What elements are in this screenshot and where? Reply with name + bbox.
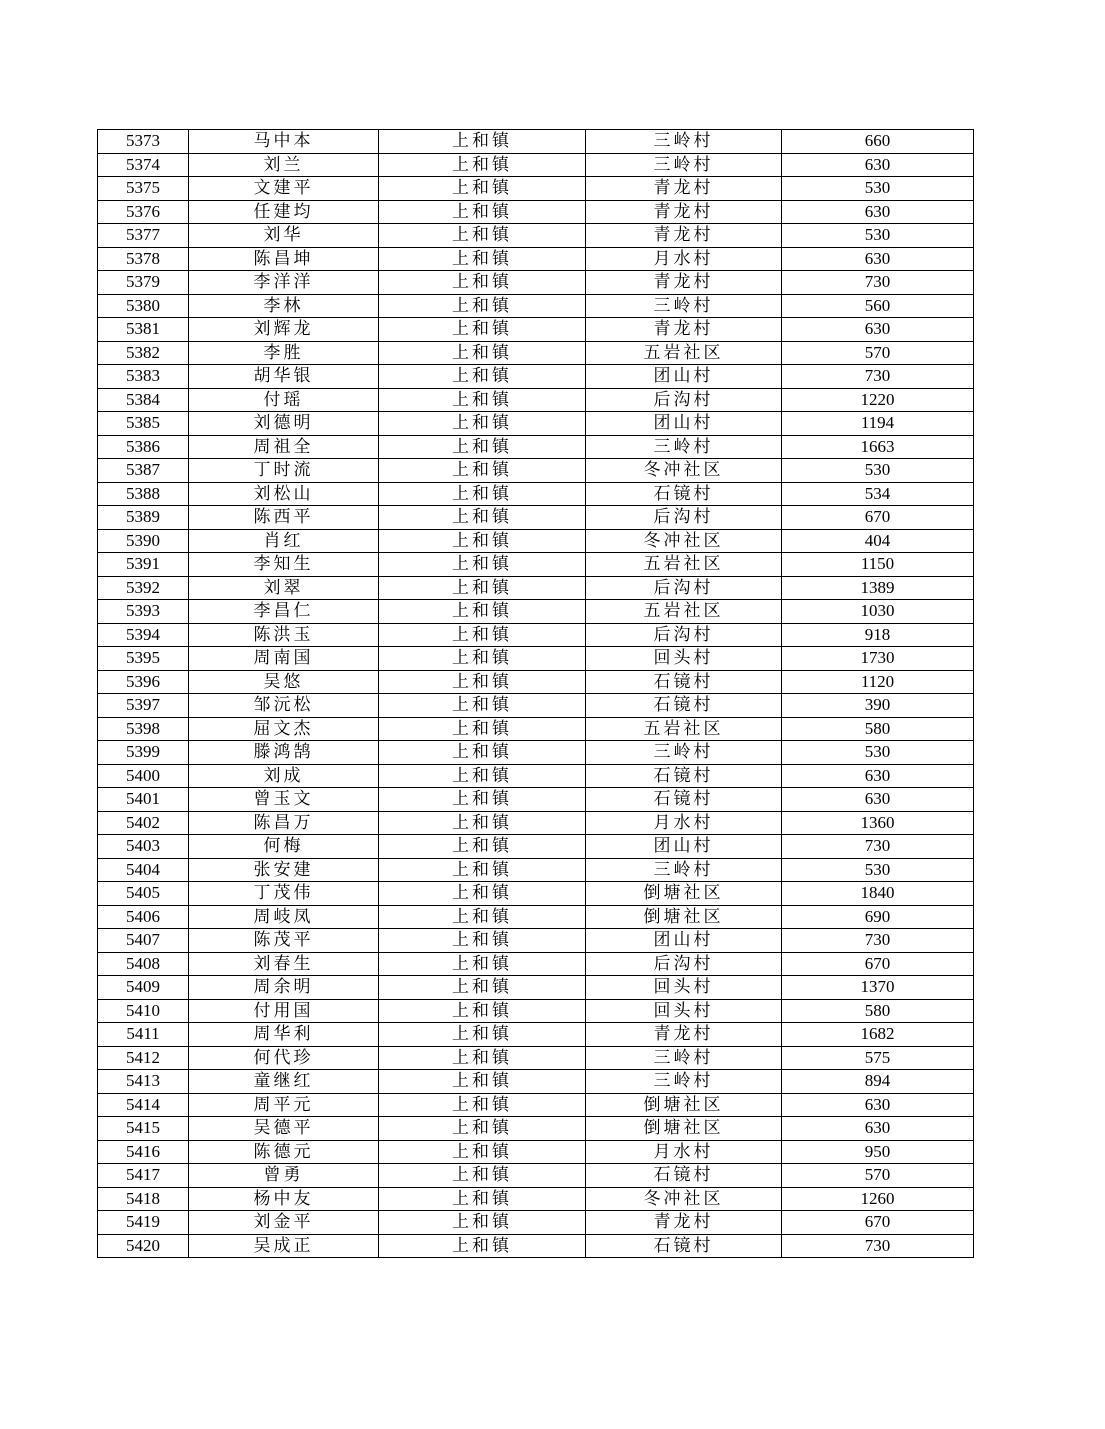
table-row (98, 365, 974, 389)
village-cell: 倒塘社区 (586, 882, 782, 906)
amount-cell: 575 (782, 1046, 974, 1070)
town-cell: 上和镇 (379, 576, 586, 600)
town-cell: 上和镇 (379, 294, 586, 318)
table-row (98, 647, 974, 671)
table-row (98, 200, 974, 224)
amount-cell: 1840 (782, 882, 974, 906)
name-cell: 刘春生 (189, 952, 379, 976)
name-cell: 周南国 (189, 647, 379, 671)
village-cell: 月水村 (586, 247, 782, 271)
village-cell: 石镜村 (586, 670, 782, 694)
seq-cell: 5400 (98, 764, 189, 788)
table-row (98, 506, 974, 530)
village-cell: 三岭村 (586, 153, 782, 177)
amount-cell: 730 (782, 271, 974, 295)
name-cell: 吴悠 (189, 670, 379, 694)
table-row (98, 271, 974, 295)
village-cell: 五岩社区 (586, 341, 782, 365)
name-cell: 刘德明 (189, 412, 379, 436)
seq-cell: 5390 (98, 529, 189, 553)
amount-cell: 1730 (782, 647, 974, 671)
seq-cell: 5416 (98, 1140, 189, 1164)
table-row (98, 1164, 974, 1188)
name-cell: 李昌仁 (189, 600, 379, 624)
seq-cell: 5379 (98, 271, 189, 295)
table-row (98, 576, 974, 600)
table-row (98, 952, 974, 976)
town-cell: 上和镇 (379, 976, 586, 1000)
seq-cell: 5413 (98, 1070, 189, 1094)
village-cell: 五岩社区 (586, 600, 782, 624)
table-row (98, 694, 974, 718)
town-cell: 上和镇 (379, 1164, 586, 1188)
name-cell: 任建均 (189, 200, 379, 224)
village-cell: 三岭村 (586, 1070, 782, 1094)
amount-cell: 630 (782, 764, 974, 788)
amount-cell: 630 (782, 1093, 974, 1117)
amount-cell: 630 (782, 247, 974, 271)
amount-cell: 390 (782, 694, 974, 718)
amount-cell: 580 (782, 999, 974, 1023)
name-cell: 周岐凤 (189, 905, 379, 929)
table-row (98, 553, 974, 577)
name-cell: 刘松山 (189, 482, 379, 506)
seq-cell: 5399 (98, 741, 189, 765)
town-cell: 上和镇 (379, 1140, 586, 1164)
seq-cell: 5398 (98, 717, 189, 741)
name-cell: 陈洪玉 (189, 623, 379, 647)
table-row (98, 858, 974, 882)
table-row (98, 1234, 974, 1258)
town-cell: 上和镇 (379, 858, 586, 882)
name-cell: 曾勇 (189, 1164, 379, 1188)
table-row (98, 999, 974, 1023)
town-cell: 上和镇 (379, 1187, 586, 1211)
town-cell: 上和镇 (379, 623, 586, 647)
table-row (98, 1023, 974, 1047)
name-cell: 丁时流 (189, 459, 379, 483)
name-cell: 刘成 (189, 764, 379, 788)
village-cell: 团山村 (586, 835, 782, 859)
name-cell: 李洋洋 (189, 271, 379, 295)
table-row (98, 294, 974, 318)
table-row (98, 529, 974, 553)
name-cell: 刘兰 (189, 153, 379, 177)
amount-cell: 1370 (782, 976, 974, 1000)
seq-cell: 5389 (98, 506, 189, 530)
seq-cell: 5376 (98, 200, 189, 224)
name-cell: 胡华银 (189, 365, 379, 389)
table-row (98, 224, 974, 248)
name-cell: 吴成正 (189, 1234, 379, 1258)
amount-cell: 1389 (782, 576, 974, 600)
name-cell: 刘翠 (189, 576, 379, 600)
town-cell: 上和镇 (379, 741, 586, 765)
village-cell: 月水村 (586, 1140, 782, 1164)
town-cell: 上和镇 (379, 365, 586, 389)
table-row (98, 764, 974, 788)
seq-cell: 5407 (98, 929, 189, 953)
table-row (98, 153, 974, 177)
town-cell: 上和镇 (379, 1211, 586, 1235)
amount-cell: 918 (782, 623, 974, 647)
seq-cell: 5387 (98, 459, 189, 483)
seq-cell: 5419 (98, 1211, 189, 1235)
town-cell: 上和镇 (379, 811, 586, 835)
name-cell: 文建平 (189, 177, 379, 201)
name-cell: 陈西平 (189, 506, 379, 530)
amount-cell: 630 (782, 200, 974, 224)
village-cell: 青龙村 (586, 1211, 782, 1235)
amount-cell: 730 (782, 1234, 974, 1258)
seq-cell: 5385 (98, 412, 189, 436)
amount-cell: 530 (782, 177, 974, 201)
table-row (98, 1187, 974, 1211)
table-row (98, 1211, 974, 1235)
table-row (98, 459, 974, 483)
town-cell: 上和镇 (379, 764, 586, 788)
amount-cell: 1030 (782, 600, 974, 624)
name-cell: 马中本 (189, 130, 379, 154)
name-cell: 陈茂平 (189, 929, 379, 953)
seq-cell: 5380 (98, 294, 189, 318)
roster-table (97, 129, 974, 1258)
town-cell: 上和镇 (379, 529, 586, 553)
town-cell: 上和镇 (379, 1093, 586, 1117)
amount-cell: 894 (782, 1070, 974, 1094)
table-row (98, 623, 974, 647)
table-row (98, 177, 974, 201)
town-cell: 上和镇 (379, 153, 586, 177)
table-row (98, 318, 974, 342)
town-cell: 上和镇 (379, 835, 586, 859)
seq-cell: 5392 (98, 576, 189, 600)
town-cell: 上和镇 (379, 130, 586, 154)
table-row (98, 882, 974, 906)
village-cell: 五岩社区 (586, 717, 782, 741)
seq-cell: 5412 (98, 1046, 189, 1070)
town-cell: 上和镇 (379, 200, 586, 224)
village-cell: 青龙村 (586, 271, 782, 295)
seq-cell: 5420 (98, 1234, 189, 1258)
amount-cell: 660 (782, 130, 974, 154)
table-row (98, 1070, 974, 1094)
village-cell: 后沟村 (586, 388, 782, 412)
village-cell: 石镜村 (586, 1234, 782, 1258)
table-row (98, 341, 974, 365)
amount-cell: 1220 (782, 388, 974, 412)
amount-cell: 730 (782, 835, 974, 859)
table-row (98, 1117, 974, 1141)
amount-cell: 1194 (782, 412, 974, 436)
roster-table-body (98, 130, 974, 1258)
village-cell: 团山村 (586, 929, 782, 953)
town-cell: 上和镇 (379, 1234, 586, 1258)
village-cell: 石镜村 (586, 1164, 782, 1188)
town-cell: 上和镇 (379, 952, 586, 976)
seq-cell: 5414 (98, 1093, 189, 1117)
table-row (98, 600, 974, 624)
name-cell: 刘辉龙 (189, 318, 379, 342)
amount-cell: 670 (782, 506, 974, 530)
town-cell: 上和镇 (379, 482, 586, 506)
town-cell: 上和镇 (379, 882, 586, 906)
amount-cell: 530 (782, 224, 974, 248)
town-cell: 上和镇 (379, 271, 586, 295)
town-cell: 上和镇 (379, 670, 586, 694)
seq-cell: 5411 (98, 1023, 189, 1047)
town-cell: 上和镇 (379, 999, 586, 1023)
village-cell: 青龙村 (586, 200, 782, 224)
seq-cell: 5417 (98, 1164, 189, 1188)
seq-cell: 5381 (98, 318, 189, 342)
village-cell: 月水村 (586, 811, 782, 835)
seq-cell: 5404 (98, 858, 189, 882)
amount-cell: 630 (782, 788, 974, 812)
seq-cell: 5415 (98, 1117, 189, 1141)
village-cell: 倒塘社区 (586, 1117, 782, 1141)
village-cell: 冬冲社区 (586, 459, 782, 483)
table-row (98, 130, 974, 154)
amount-cell: 670 (782, 952, 974, 976)
town-cell: 上和镇 (379, 717, 586, 741)
table-row (98, 1093, 974, 1117)
name-cell: 刘华 (189, 224, 379, 248)
amount-cell: 630 (782, 153, 974, 177)
seq-cell: 5373 (98, 130, 189, 154)
name-cell: 何梅 (189, 835, 379, 859)
name-cell: 周平元 (189, 1093, 379, 1117)
town-cell: 上和镇 (379, 600, 586, 624)
village-cell: 石镜村 (586, 694, 782, 718)
table-row (98, 905, 974, 929)
table-row (98, 670, 974, 694)
seq-cell: 5393 (98, 600, 189, 624)
village-cell: 倒塘社区 (586, 905, 782, 929)
village-cell: 团山村 (586, 412, 782, 436)
amount-cell: 690 (782, 905, 974, 929)
amount-cell: 1150 (782, 553, 974, 577)
town-cell: 上和镇 (379, 788, 586, 812)
village-cell: 三岭村 (586, 858, 782, 882)
amount-cell: 730 (782, 929, 974, 953)
town-cell: 上和镇 (379, 647, 586, 671)
amount-cell: 570 (782, 341, 974, 365)
seq-cell: 5383 (98, 365, 189, 389)
table-row (98, 1046, 974, 1070)
amount-cell: 670 (782, 1211, 974, 1235)
amount-cell: 530 (782, 858, 974, 882)
table-row (98, 435, 974, 459)
village-cell: 三岭村 (586, 741, 782, 765)
name-cell: 周祖全 (189, 435, 379, 459)
seq-cell: 5418 (98, 1187, 189, 1211)
name-cell: 陈昌坤 (189, 247, 379, 271)
name-cell: 周华利 (189, 1023, 379, 1047)
name-cell: 童继红 (189, 1070, 379, 1094)
town-cell: 上和镇 (379, 1117, 586, 1141)
name-cell: 屈文杰 (189, 717, 379, 741)
seq-cell: 5410 (98, 999, 189, 1023)
amount-cell: 560 (782, 294, 974, 318)
amount-cell: 1120 (782, 670, 974, 694)
seq-cell: 5396 (98, 670, 189, 694)
village-cell: 三岭村 (586, 435, 782, 459)
name-cell: 张安建 (189, 858, 379, 882)
town-cell: 上和镇 (379, 318, 586, 342)
table-row (98, 741, 974, 765)
village-cell: 青龙村 (586, 224, 782, 248)
name-cell: 刘金平 (189, 1211, 379, 1235)
seq-cell: 5384 (98, 388, 189, 412)
village-cell: 青龙村 (586, 318, 782, 342)
village-cell: 后沟村 (586, 952, 782, 976)
table-row (98, 247, 974, 271)
table-row (98, 412, 974, 436)
seq-cell: 5397 (98, 694, 189, 718)
amount-cell: 1682 (782, 1023, 974, 1047)
seq-cell: 5406 (98, 905, 189, 929)
village-cell: 石镜村 (586, 764, 782, 788)
village-cell: 回头村 (586, 647, 782, 671)
amount-cell: 730 (782, 365, 974, 389)
seq-cell: 5378 (98, 247, 189, 271)
village-cell: 回头村 (586, 976, 782, 1000)
town-cell: 上和镇 (379, 459, 586, 483)
table-row (98, 482, 974, 506)
village-cell: 五岩社区 (586, 553, 782, 577)
town-cell: 上和镇 (379, 694, 586, 718)
name-cell: 陈德元 (189, 1140, 379, 1164)
name-cell: 滕鸿鹄 (189, 741, 379, 765)
seq-cell: 5391 (98, 553, 189, 577)
town-cell: 上和镇 (379, 435, 586, 459)
town-cell: 上和镇 (379, 905, 586, 929)
name-cell: 丁茂伟 (189, 882, 379, 906)
village-cell: 三岭村 (586, 1046, 782, 1070)
amount-cell: 534 (782, 482, 974, 506)
name-cell: 吴德平 (189, 1117, 379, 1141)
table-row (98, 388, 974, 412)
amount-cell: 1663 (782, 435, 974, 459)
seq-cell: 5401 (98, 788, 189, 812)
name-cell: 李林 (189, 294, 379, 318)
amount-cell: 404 (782, 529, 974, 553)
town-cell: 上和镇 (379, 247, 586, 271)
seq-cell: 5405 (98, 882, 189, 906)
town-cell: 上和镇 (379, 506, 586, 530)
seq-cell: 5402 (98, 811, 189, 835)
amount-cell: 530 (782, 459, 974, 483)
village-cell: 后沟村 (586, 623, 782, 647)
seq-cell: 5375 (98, 177, 189, 201)
village-cell: 冬冲社区 (586, 529, 782, 553)
name-cell: 陈昌万 (189, 811, 379, 835)
village-cell: 后沟村 (586, 576, 782, 600)
village-cell: 倒塘社区 (586, 1093, 782, 1117)
town-cell: 上和镇 (379, 224, 586, 248)
town-cell: 上和镇 (379, 929, 586, 953)
amount-cell: 630 (782, 1117, 974, 1141)
village-cell: 团山村 (586, 365, 782, 389)
name-cell: 付瑶 (189, 388, 379, 412)
seq-cell: 5395 (98, 647, 189, 671)
seq-cell: 5403 (98, 835, 189, 859)
seq-cell: 5377 (98, 224, 189, 248)
amount-cell: 1360 (782, 811, 974, 835)
seq-cell: 5408 (98, 952, 189, 976)
village-cell: 三岭村 (586, 130, 782, 154)
amount-cell: 580 (782, 717, 974, 741)
village-cell: 青龙村 (586, 177, 782, 201)
village-cell: 青龙村 (586, 1023, 782, 1047)
seq-cell: 5409 (98, 976, 189, 1000)
name-cell: 杨中友 (189, 1187, 379, 1211)
seq-cell: 5386 (98, 435, 189, 459)
amount-cell: 630 (782, 318, 974, 342)
amount-cell: 530 (782, 741, 974, 765)
town-cell: 上和镇 (379, 341, 586, 365)
town-cell: 上和镇 (379, 388, 586, 412)
name-cell: 曾玉文 (189, 788, 379, 812)
village-cell: 石镜村 (586, 788, 782, 812)
table-row (98, 929, 974, 953)
town-cell: 上和镇 (379, 1023, 586, 1047)
name-cell: 周余明 (189, 976, 379, 1000)
name-cell: 何代珍 (189, 1046, 379, 1070)
table-row (98, 788, 974, 812)
name-cell: 付用国 (189, 999, 379, 1023)
seq-cell: 5394 (98, 623, 189, 647)
name-cell: 李知生 (189, 553, 379, 577)
name-cell: 肖红 (189, 529, 379, 553)
amount-cell: 1260 (782, 1187, 974, 1211)
village-cell: 回头村 (586, 999, 782, 1023)
seq-cell: 5388 (98, 482, 189, 506)
village-cell: 后沟村 (586, 506, 782, 530)
village-cell: 石镜村 (586, 482, 782, 506)
village-cell: 三岭村 (586, 294, 782, 318)
seq-cell: 5382 (98, 341, 189, 365)
table-row (98, 835, 974, 859)
table-row (98, 1140, 974, 1164)
town-cell: 上和镇 (379, 412, 586, 436)
name-cell: 邹沅松 (189, 694, 379, 718)
name-cell: 李胜 (189, 341, 379, 365)
amount-cell: 950 (782, 1140, 974, 1164)
village-cell: 冬冲社区 (586, 1187, 782, 1211)
town-cell: 上和镇 (379, 553, 586, 577)
table-row (98, 811, 974, 835)
town-cell: 上和镇 (379, 1046, 586, 1070)
table-row (98, 717, 974, 741)
town-cell: 上和镇 (379, 177, 586, 201)
amount-cell: 570 (782, 1164, 974, 1188)
seq-cell: 5374 (98, 153, 189, 177)
table-row (98, 976, 974, 1000)
town-cell: 上和镇 (379, 1070, 586, 1094)
